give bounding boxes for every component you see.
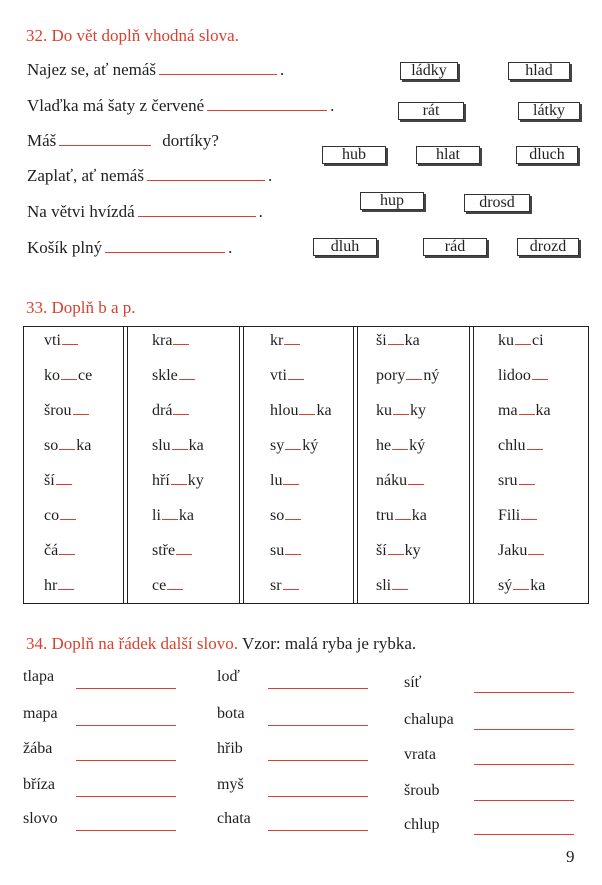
answer-line[interactable] xyxy=(474,692,574,693)
word-prefix: vti xyxy=(44,332,61,349)
word-prefix: ší xyxy=(44,472,55,489)
base-word: tlapa xyxy=(23,668,55,685)
sentence-ending: . xyxy=(267,166,273,185)
answer-blank[interactable] xyxy=(105,238,225,253)
answer-line[interactable] xyxy=(268,725,368,726)
sentence-4 xyxy=(27,166,272,186)
letter-blank[interactable] xyxy=(173,404,189,415)
table-cell xyxy=(152,577,184,595)
word-prefix: náku xyxy=(376,472,408,489)
letter-blank[interactable] xyxy=(167,579,183,590)
word-box[interactable]: drosd xyxy=(464,194,530,212)
word-prefix: sr xyxy=(270,577,282,594)
word-prefix: hr xyxy=(44,577,58,594)
table-cell xyxy=(152,472,204,490)
table-cell xyxy=(44,507,77,525)
word-prefix: hří xyxy=(152,472,170,489)
table-column xyxy=(470,327,588,603)
word-suffix: ka xyxy=(535,402,551,419)
word-suffix: ký xyxy=(302,437,319,454)
answer-line[interactable] xyxy=(268,688,368,689)
answer-line[interactable] xyxy=(76,830,176,831)
table-cell xyxy=(270,332,301,350)
answer-blank[interactable] xyxy=(59,131,151,146)
word-suffix: ce xyxy=(78,367,93,384)
word-suffix: ný xyxy=(423,367,440,384)
word-prefix: ku xyxy=(376,402,392,419)
table-cell xyxy=(498,332,544,350)
table-cell xyxy=(376,577,409,595)
table-cell xyxy=(270,577,300,595)
sentence-text: Najez se, ať nemáš xyxy=(27,60,157,79)
letter-blank[interactable] xyxy=(299,404,315,415)
letter-blank[interactable] xyxy=(162,509,178,520)
base-word: hřib xyxy=(217,740,243,757)
letter-blank[interactable] xyxy=(283,474,299,485)
letter-blank[interactable] xyxy=(172,439,188,450)
table-cell xyxy=(270,402,332,420)
word-prefix: kr xyxy=(270,332,284,349)
word-suffix: ka xyxy=(411,507,427,524)
word-prefix: stře xyxy=(152,542,176,559)
word-prefix: li xyxy=(152,507,161,524)
answer-blank[interactable] xyxy=(138,202,256,217)
table-cell xyxy=(498,402,551,420)
word-prefix: co xyxy=(44,507,60,524)
word-suffix: ký xyxy=(409,437,426,454)
word-prefix: vti xyxy=(270,367,287,384)
table-cell xyxy=(270,507,302,525)
base-word: mapa xyxy=(23,705,58,722)
letter-blank[interactable] xyxy=(176,544,192,555)
word-prefix: kra xyxy=(152,332,173,349)
table-cell xyxy=(376,542,421,560)
table-cell xyxy=(376,437,425,455)
answer-line[interactable] xyxy=(268,760,368,761)
word-prefix: slu xyxy=(152,437,171,454)
answer-line[interactable] xyxy=(268,796,368,797)
word-box[interactable]: hup xyxy=(360,192,424,210)
table-cell xyxy=(498,507,538,525)
word-box[interactable]: drozd xyxy=(517,238,579,256)
word-box[interactable]: hub xyxy=(322,146,386,164)
word-suffix: ci xyxy=(532,332,544,349)
letter-blank[interactable] xyxy=(513,579,529,590)
sentence-text: Na větvi hvízdá xyxy=(27,202,135,221)
table-cell xyxy=(44,472,73,490)
letter-blank[interactable] xyxy=(392,579,408,590)
table-cell xyxy=(44,437,91,455)
table-cell xyxy=(498,542,545,560)
sentence-text: Zaplať, ať nemáš xyxy=(27,166,144,185)
word-suffix: ka xyxy=(316,402,332,419)
word-prefix: ku xyxy=(498,332,514,349)
word-prefix: ši xyxy=(376,332,387,349)
table-cell xyxy=(498,367,549,385)
sentence-2 xyxy=(27,96,334,116)
letter-blank[interactable] xyxy=(285,544,301,555)
letter-blank[interactable] xyxy=(284,334,300,345)
table-cell xyxy=(498,472,536,490)
letter-blank[interactable] xyxy=(388,334,404,345)
sentence-text: Košík plný xyxy=(27,238,103,257)
letter-blank[interactable] xyxy=(288,369,304,380)
word-suffix: ka xyxy=(76,437,92,454)
word-prefix: čá xyxy=(44,542,59,559)
sentence-text: Máš xyxy=(27,131,57,150)
exercise-34-example: Vzor: malá ryba je rybka. xyxy=(241,634,417,653)
word-prefix: so xyxy=(44,437,59,454)
base-word: chalupa xyxy=(404,711,454,728)
base-word: bříza xyxy=(23,776,55,793)
word-prefix: chlu xyxy=(498,437,526,454)
word-prefix: lu xyxy=(270,472,283,489)
table-cell xyxy=(152,437,204,455)
word-box[interactable]: dluch xyxy=(516,146,578,164)
base-word: vrata xyxy=(404,746,436,763)
word-prefix: he xyxy=(376,437,392,454)
word-prefix: pory xyxy=(376,367,406,384)
answer-line[interactable] xyxy=(474,729,574,730)
word-suffix: ky xyxy=(410,402,426,419)
word-box[interactable]: hlat xyxy=(416,146,480,164)
word-box[interactable]: ládky xyxy=(400,62,458,80)
letter-blank[interactable] xyxy=(406,369,422,380)
table-cell xyxy=(376,507,427,525)
page-number: 9 xyxy=(566,847,575,866)
table-cell xyxy=(152,507,194,525)
sentence-3 xyxy=(27,131,219,151)
table-column xyxy=(124,327,240,603)
answer-line[interactable] xyxy=(76,796,176,797)
word-box[interactable]: hlad xyxy=(508,62,570,80)
answer-line[interactable] xyxy=(474,800,574,801)
word-prefix: Jaku xyxy=(498,542,528,559)
letter-blank[interactable] xyxy=(515,334,531,345)
letter-blank[interactable] xyxy=(519,474,535,485)
fill-in-table xyxy=(23,326,589,604)
table-cell xyxy=(498,577,545,595)
table-cell xyxy=(376,367,439,385)
table-cell xyxy=(44,542,76,560)
word-prefix: lidoo xyxy=(498,367,531,384)
letter-blank[interactable] xyxy=(59,439,75,450)
word-prefix: su xyxy=(270,542,285,559)
letter-blank[interactable] xyxy=(62,334,78,345)
sentence-text: Vlaďka má šaty z červené xyxy=(27,96,205,115)
word-suffix: ky xyxy=(187,472,204,489)
letter-blank[interactable] xyxy=(527,439,543,450)
base-word: chlup xyxy=(404,816,440,833)
table-cell xyxy=(270,542,302,560)
letter-blank[interactable] xyxy=(408,474,424,485)
answer-line[interactable] xyxy=(76,725,176,726)
letter-blank[interactable] xyxy=(56,474,72,485)
word-suffix: ky xyxy=(404,542,421,559)
answer-line[interactable] xyxy=(76,760,176,761)
table-cell xyxy=(376,332,420,350)
letter-blank[interactable] xyxy=(395,509,411,520)
sentence-ending: . xyxy=(228,238,233,257)
letter-blank[interactable] xyxy=(285,439,301,450)
sentence-ending: . xyxy=(258,202,263,221)
sentence-1 xyxy=(27,60,284,80)
word-suffix: ka xyxy=(178,507,194,524)
word-prefix: ko xyxy=(44,367,60,384)
table-cell xyxy=(152,367,196,385)
word-box[interactable]: rád xyxy=(423,238,487,256)
base-word: myš xyxy=(217,776,244,793)
base-word: loď xyxy=(217,668,240,685)
table-cell xyxy=(152,542,193,560)
word-prefix: Fili xyxy=(498,507,521,524)
table-cell xyxy=(376,402,426,420)
table-cell xyxy=(152,332,190,350)
table-column xyxy=(24,327,124,603)
answer-line[interactable] xyxy=(268,830,368,831)
base-word: bota xyxy=(217,705,245,722)
word-prefix: šrou xyxy=(44,402,72,419)
word-suffix: ka xyxy=(188,437,204,454)
letter-blank[interactable] xyxy=(519,404,535,415)
answer-line[interactable] xyxy=(76,688,176,689)
letter-blank[interactable] xyxy=(528,544,544,555)
answer-blank[interactable] xyxy=(159,60,277,75)
word-prefix: ší xyxy=(376,542,387,559)
base-word: šroub xyxy=(404,782,440,799)
letter-blank[interactable] xyxy=(171,474,187,485)
word-box[interactable]: látky xyxy=(518,102,580,120)
letter-blank[interactable] xyxy=(283,579,299,590)
letter-blank[interactable] xyxy=(58,579,74,590)
letter-blank[interactable] xyxy=(521,509,537,520)
table-cell xyxy=(44,577,75,595)
table-cell xyxy=(152,402,190,420)
sentence-6 xyxy=(27,238,232,258)
letter-blank[interactable] xyxy=(392,439,408,450)
word-prefix: hlou xyxy=(270,402,299,419)
letter-blank[interactable] xyxy=(388,544,404,555)
table-cell xyxy=(44,332,79,350)
sentence-ending: . xyxy=(280,60,285,79)
sentence-ending: . xyxy=(330,96,335,115)
base-word: chata xyxy=(217,810,251,827)
table-column xyxy=(354,327,470,603)
answer-blank[interactable] xyxy=(207,96,327,111)
exercise-34-heading xyxy=(26,634,416,654)
letter-blank[interactable] xyxy=(532,369,548,380)
word-box[interactable]: dluh xyxy=(313,238,377,256)
word-prefix: tru xyxy=(376,507,394,524)
table-cell xyxy=(44,367,92,385)
word-prefix: ce xyxy=(152,577,167,594)
table-cell xyxy=(376,472,425,490)
word-suffix: ka xyxy=(404,332,420,349)
letter-blank[interactable] xyxy=(285,509,301,520)
word-prefix: sý xyxy=(498,577,513,594)
table-cell xyxy=(270,437,318,455)
letter-blank[interactable] xyxy=(59,544,75,555)
exercise-33-heading: 33. Doplň b a p. xyxy=(26,298,136,317)
letter-blank[interactable] xyxy=(393,404,409,415)
word-box[interactable]: rát xyxy=(398,102,464,120)
table-cell xyxy=(498,437,544,455)
table-column xyxy=(240,327,354,603)
word-prefix: sy xyxy=(270,437,285,454)
letter-blank[interactable] xyxy=(179,369,195,380)
word-prefix: so xyxy=(270,507,285,524)
word-suffix: ka xyxy=(530,577,546,594)
letter-blank[interactable] xyxy=(61,369,77,380)
letter-blank[interactable] xyxy=(173,334,189,345)
sentence-5 xyxy=(27,202,263,222)
word-prefix: sli xyxy=(376,577,392,594)
word-prefix: sru xyxy=(498,472,518,489)
answer-blank[interactable] xyxy=(147,166,265,181)
exercise-34-title: 34. Doplň na řádek další slovo. xyxy=(26,634,238,653)
word-prefix: ma xyxy=(498,402,518,419)
answer-line[interactable] xyxy=(474,834,574,835)
base-word: slovo xyxy=(23,810,58,827)
answer-line[interactable] xyxy=(474,764,574,765)
table-cell xyxy=(44,402,90,420)
letter-blank[interactable] xyxy=(60,509,76,520)
table-cell xyxy=(270,367,305,385)
table-cell xyxy=(270,472,300,490)
exercise-32-heading: 32. Do vět doplň vhodná slova. xyxy=(26,26,239,45)
sentence-ending: dortíky? xyxy=(162,131,219,150)
letter-blank[interactable] xyxy=(73,404,89,415)
base-word: žába xyxy=(23,740,53,757)
word-prefix: skle xyxy=(152,367,178,384)
base-word: síť xyxy=(404,674,422,691)
word-prefix: drá xyxy=(152,402,173,419)
